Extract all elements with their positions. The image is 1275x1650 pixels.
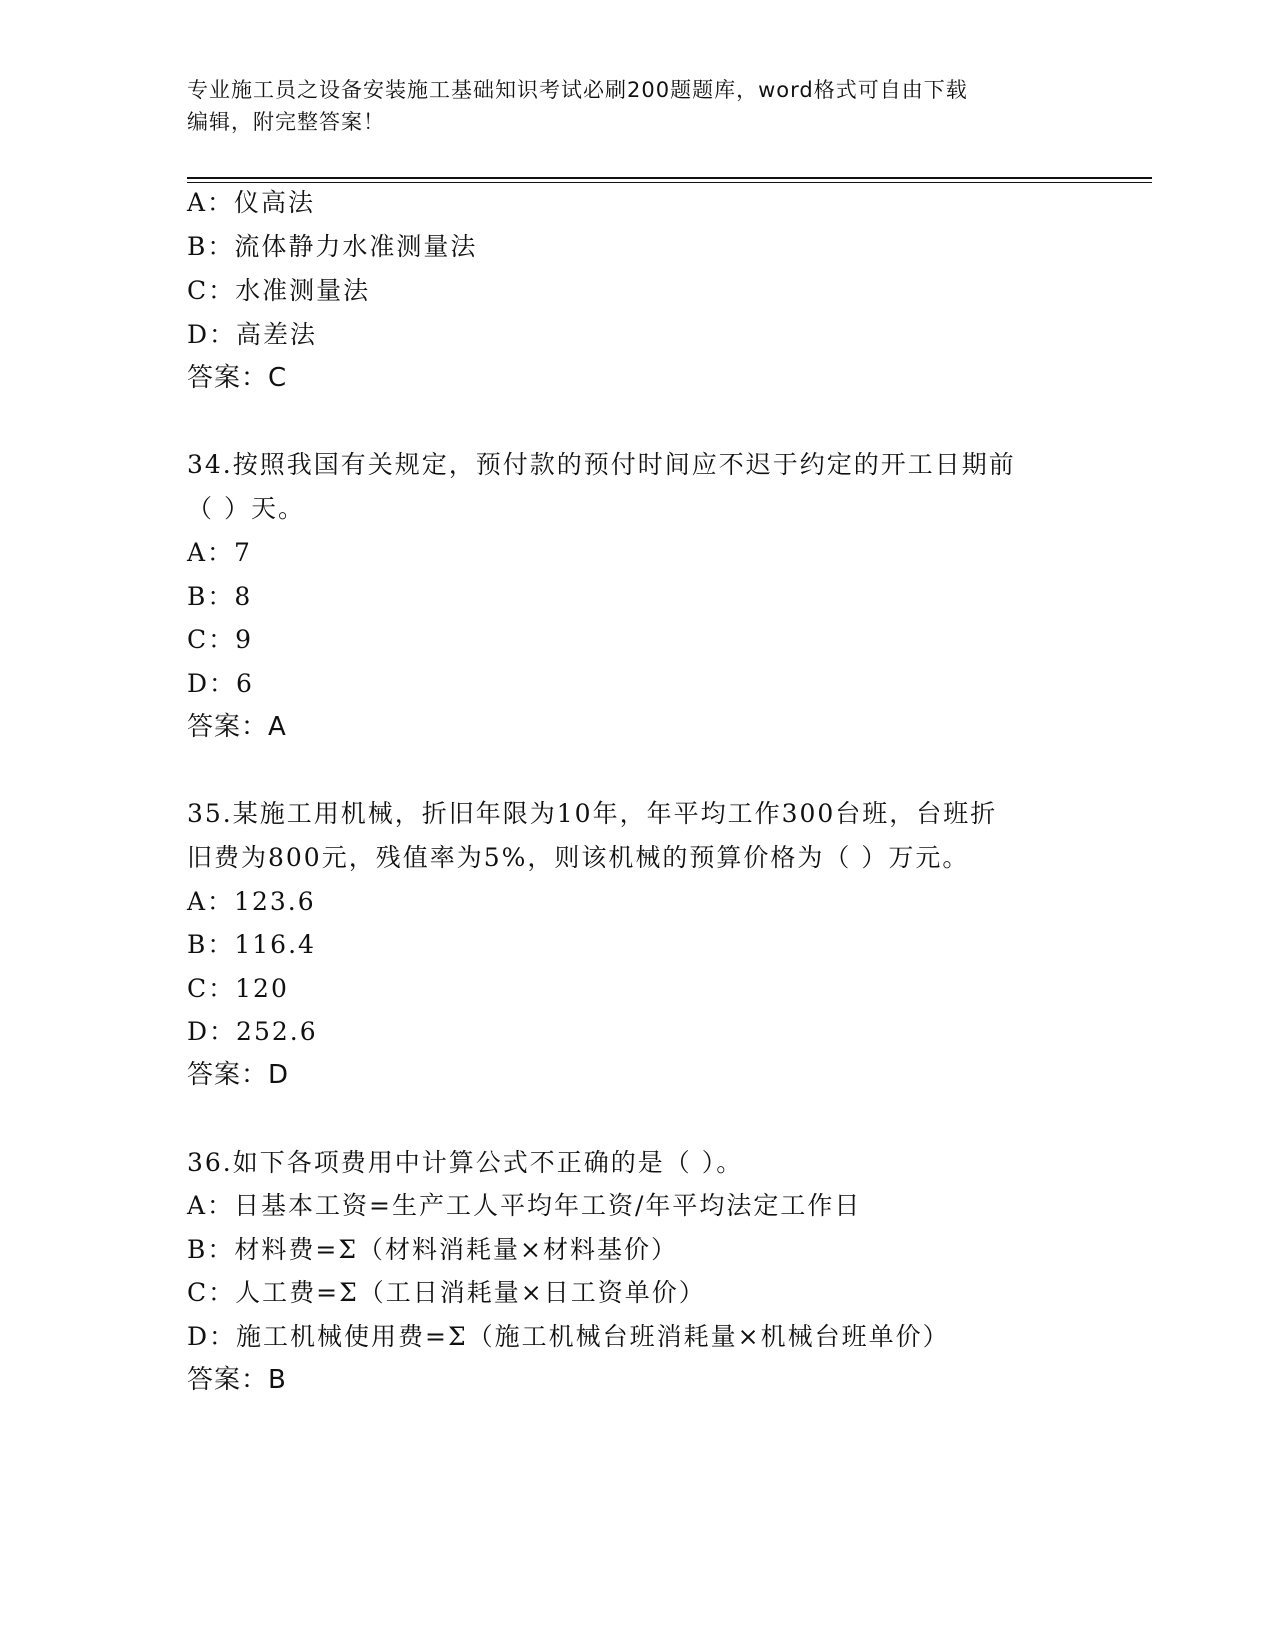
header-divider-thick (187, 177, 1152, 179)
q34-answer: 答案：A (187, 712, 287, 742)
q35-option-b: B：116.4 (187, 930, 316, 959)
q36-answer: 答案：B (187, 1365, 287, 1395)
q35-stem-line-1: 35.某施工用机械，折旧年限为10年，年平均工作300台班，台班折 (187, 799, 998, 828)
header-line-1: 专业施工员之设备安装施工基础知识考试必刷200题题库，word格式可自由下载 (187, 78, 968, 102)
header-line-2: 编辑，附完整答案！ (187, 110, 385, 134)
q35-option-d: D：252.6 (187, 1017, 318, 1046)
q33-answer: 答案：C (187, 363, 288, 393)
q36-option-c: C：人工费=Σ（工日消耗量×日工资单价） (187, 1278, 706, 1307)
q35-answer: 答案：D (187, 1060, 290, 1090)
document-header (187, 74, 1067, 138)
q34-option-d: D：6 (187, 669, 254, 698)
q36-option-b: B：材料费=Σ（材料消耗量×材料基价） (187, 1235, 678, 1264)
q33-option-c: C：水准测量法 (187, 276, 371, 305)
q36-option-a: A：日基本工资=生产工人平均年工资/年平均法定工作日 (187, 1191, 862, 1220)
q34-option-b: B：8 (187, 582, 253, 611)
q35-option-c: C：120 (187, 974, 289, 1003)
q34-stem-line-2: （ ）天。 (187, 494, 305, 523)
header-divider-thin (187, 182, 1152, 183)
q34-option-a: A：7 (187, 538, 252, 567)
q33-option-a: A：仪高法 (187, 188, 316, 217)
q34-option-c: C：9 (187, 625, 254, 654)
q36-stem-line-1: 36.如下各项费用中计算公式不正确的是（ ）。 (187, 1148, 744, 1177)
q33-option-b: B：流体静力水准测量法 (187, 232, 478, 261)
q35-stem-line-2: 旧费为800元，残值率为5%，则该机械的预算价格为（ ）万元。 (187, 843, 970, 872)
q35-option-a: A：123.6 (187, 887, 316, 916)
q34-stem-line-1: 34.按照我国有关规定，预付款的预付时间应不迟于约定的开工日期前 (187, 450, 1016, 479)
q33-option-d: D：高差法 (187, 320, 318, 349)
q36-option-d: D：施工机械使用费=Σ（施工机械台班消耗量×机械台班单价） (187, 1322, 950, 1351)
